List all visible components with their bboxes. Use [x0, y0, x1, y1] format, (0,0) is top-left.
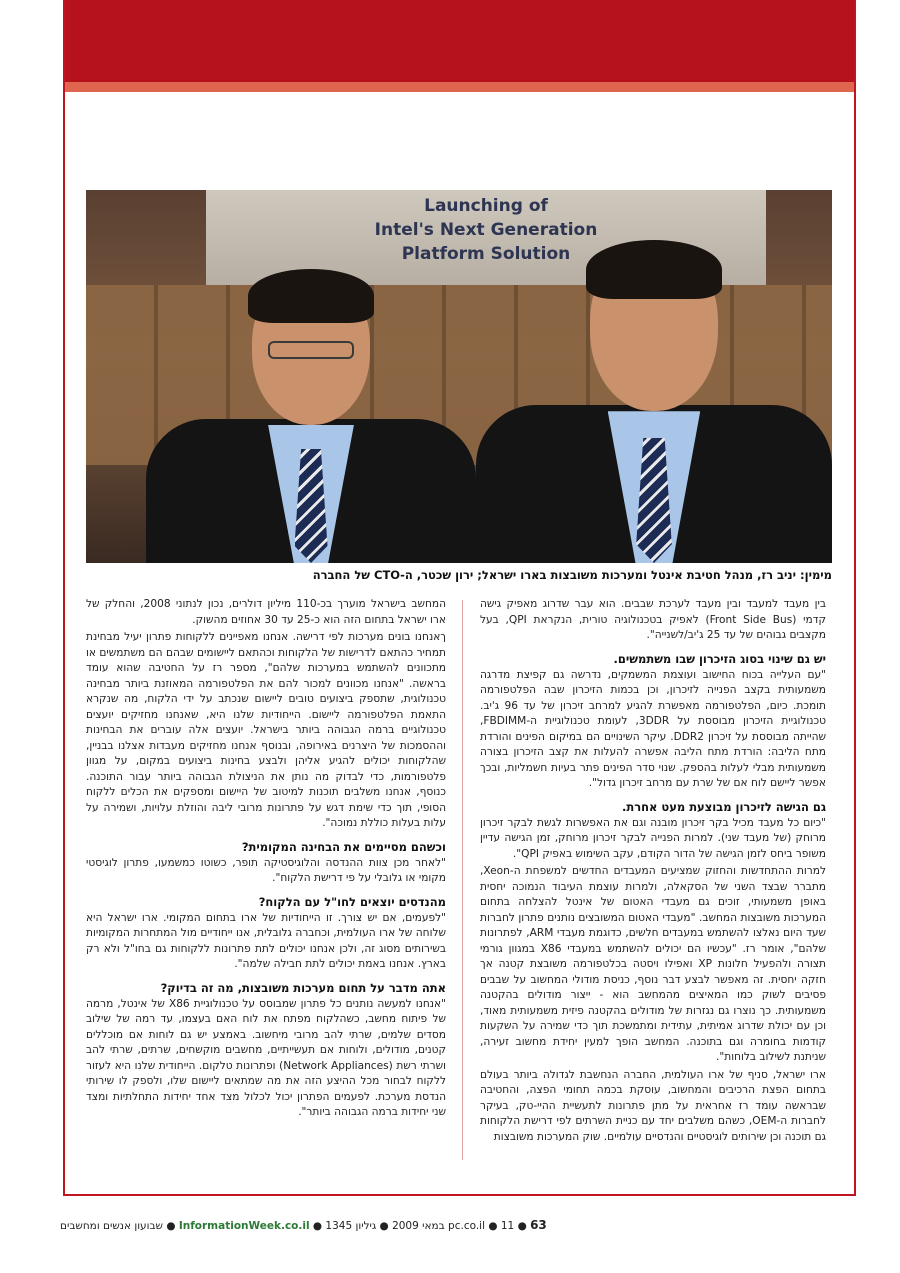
footer-brand: InformationWeek.co.il — [178, 1220, 310, 1232]
article-photo — [86, 190, 832, 563]
banner-line: Launching of — [424, 196, 548, 216]
article-column-right — [480, 597, 826, 1147]
article-paragraph: ךאנחנו בונים מערכות לפי דרישה. אנחנו מאפיינים ללקוחות פתרון יעיל מבחינת תמחיר כהתאם לדרישות של הלקוחות וכהתאם ליישומים שבהם הם משתמשים או מתכוונים להשתמש במערכות שלהם", מספר רז על החטיבה שהוא עומד בראשה. "אנחנו מכוונים למכור להם את הפלטפורמה המאוזנת ביותר מבחינה טכנולוגית, שתספק ביצועים טובים ליישום שנכתב על ידי הלקוח, מה שנקרא התאמת הפלטפורמה ליישום. הייחודיות שלנו היא, שאנחנו מחזיקים יועצים טכנולוגיים ברמה הגבוהה ביותר בישראל. יועצים אלה עוברים את הבחינות וההסמכות של היצרנים באירופה, ובנוסף אנחנו מחזיקים מעבדות אצלנו בבניין, שהלקוחות יכולים להגיע אליהן ולבצע בחינות ביצועים במקום, על מגוון פלטפורמות, כדי לבדוק מה נותן את הניצולת הגבוהה ביותר עבור התוכנה. כנוסף, אנחנו משלבים תוכנות למיטוב של היישום ומספקים את הכלים ללקוח הסופי, תוך כדי שימת דגש על פתרונות מרובי ליבה והוזלת עלויות, ושמירה על עלות בעלות כוללת נמוכה". — [86, 631, 446, 829]
section-heading: יש גם שינוי בסוג הזיכרון שבו משתמשים. — [613, 651, 826, 666]
article-paragraph: "לאחר מכן צוות ההנדסה והלוגיסטיקה תופר, כשוטו כמשמעו, פתרון לוגיסטי מקומי או גלובלי על פי דרישת הלקוח". — [86, 856, 446, 884]
article-paragraph: ארו ישראל, סניף של ארו העולמית, החברה הנחשבת לגדולה ביותר בעולם בתחום הפצת הרכיבים והמחשוב, עוסקת בכמה תחומי הפצה, והחטיבה שבראשה עומד רז אחראית על מתן פתרונות לתעשיית ההיי-טק, בעיקר לחברות ה-OEM, כשהם משלבים יחד עם כניית השרתים לפי דרישת הלקוחות גם תוכנה וכן שירותים לוגיסטיים והנדסיים עולמיים. שוק המערכות משובצות — [480, 1068, 826, 1143]
banner-line: Intel's Next Generation — [374, 220, 598, 240]
page-number: 63 — [530, 1218, 547, 1232]
article-paragraph: "לפעמים, אם יש צורך. זו הייחודיות של ארו בתחום המקומי. ארו ישראל היא שלוחה של ארו העולמית, וכחברה גלובלית, אנו ייחודיים מול המתחרות המקומיות בשירותים מסוג זה, ולכן אנחנו יכולים לתת פתרונות ללקוחות גם בחו"ל ולא רק בארץ. אנחנו באמת יכולים לתת חבילה שלמה". — [86, 911, 446, 970]
article-paragraph: "כיום כל מעבד מכיל בקר זיכרון מובנה וגם את האפשרות לגשת לבקר זיכרון מרוחק (של מעבד שני). למרות הפנייה לבקר זיכרון מרוחק, זמן הגישה עדיין משופר ביחס לזמן הגישה של הדור הקודם, עקב השימוש באפיק QPI". — [480, 816, 826, 860]
section-heading: מהנדסים יוצאים לחו"ל עם הלקוח? — [258, 894, 446, 909]
footer-publication: שבועון אנשים ומחשבים — [60, 1220, 163, 1232]
article-paragraph: למרות ההתחדשות והחזוק שמציעים המעבדים החדשים למשפחת ה-Xeon, מתברר שבצד השני של הסקאלה, ולמרות עוצמת העיבוד הנמוכה יחסית באופן משמעותי, זוכים גם מעבדי האטום של אינטל להצלחה בתחום המערכות משובצות המחשב. "מעבדי האטום המשובצים נותנים פתרון לחברות שעד היום נאלצו להשתמש במעבדים חלשים, כדוגמת מעבדי ARM, לפתרונות שלהם", אומר רז. "עכשיו הם יכולים להשתמש במעבדי X86 במגוון גורמי תצורה ולהפעיל חלונות XP ואפילו ויסטה בכלטפורמה משובצת קטנה אך חזקה יחסית. זה מאפשר לבצע דבר נוסף, כניסת מודולי המחשוב על שבבים פסיבים לשוק כמו המאיצים מהמחשב הוא - ייצור מודולים בהקטנה משמעותית. כך נוצרו גם נגזרות של מודולים בהקטנה פיזית משמעותית מאוד, וכן עם יכולת שדרוג אמיתית, עתידית ומתמשכת תוך כדי שמירה על השקעות קודמות בחומרה וגם בתוכנה. המחשב הופך למעין יחידת מחשוב זעירה, שניתנת לשילוב בלוחות". — [480, 865, 826, 1063]
article-paragraph: בין מעבד למעבד ובין מעבד לערכת שבבים. הוא עבר שדרוג מאפיק גישה קדמי (Front Side Bus) לאפיק בטכנולוגיה טורית, הנקראת QPI, בעל מקצבים גבוהים של עד 25 ג'יב/לשנייה". — [480, 598, 827, 641]
section-heading: גם הגישה לזיכרון מבוצעת מעט אחרת. — [621, 799, 826, 814]
person-left — [146, 263, 476, 563]
person-right — [476, 233, 832, 563]
banner-line: Platform Solution — [401, 244, 571, 264]
section-heading: אתה מדבר על תחום מערכות משובצות, מה זה בדיוק? — [160, 980, 446, 995]
article-paragraph: "אנחנו למעשה נותנים כל פתרון שמבוסס על טכנולוגיית X86 של אינטל, מרמה של פיתוח מחשב, כשהלקוח מפתח את לוח האם בעצמו, עד רמה של שילוב מסדים שלמים, שרתי להב מרובי מיחשוב. באמצע יש גם לוחות אם מוכללים קטנים, מודולים, ולוחות אם תעשייתיים, מחשבים מוקשחים, שרתים, שרתי להב ושרתי רשת (Network Appliances) ופתרונות טלקום. הייחודית שלנו היא לעזור ללקוח לבחור מכל ההיצע הזה את מה שמתאים ליישום שלו, ולספק לו שירותי הנדסת מערכת. לפעמים הפתרון יכול לכלול מצד אחד יחידות התחלתיות ומצד שני יחידות ברמה הגבוהה ביותר". — [86, 997, 447, 1118]
article-paragraph: המחשב בישראל מוערך בכ-110 מיליון דולרים, נכון לנתוני 2008, והחלק של ארו ישראל בתחום הזה הוא כ-25 עד 30 אחוזים מהשוק. — [86, 598, 446, 626]
article-paragraph: "עם העלייה בכוח החישוב ועוצמת המשמקים, נדרשה גם קפיצת מדרגה משמעותית בקצב הפנייה לזיכרון, וכן בכמות הזיכרון שבה הפלטפורמה תומכת. כיום, הפלטפורמה מאפשרת להגיע למרחב זיכרון של עד 96 ג'יב. טכנולוגיית הזיכרון מבוססת על 3DDR, לעומת טכנולוגיית ה-FBDIMM, שהייתה מבוססת על זיכרון DDR2. עיקר השינויים הם במיקום הפינים והורדת מתח הליבה: הורדת מתח הליבה אפשרה להעלות את קצב הזיכרון בצורה משמעותית מבלי לעלות בהספק. שנוי סדר הפינים פתר בעיות חשמליות, ובכך אפשר ליישם לוח אם של שרת עם מרחב זיכרון גדול". — [480, 668, 826, 789]
section-heading: וכשהם מסיימים את הבחינה המקומית? — [241, 839, 446, 854]
photo-caption: מימין: יניב רז, מנהל חטיבת אינטל ומערכות משובצות בארו ישראל; ירון שכטר, ה-CTO של החברה — [312, 568, 832, 582]
page-footer: 63 ● pc.co.il ● 11 במאי 2009 ● גיליון 1345 ● InformationWeek.co.il ● שבועון אנשים ומחשבים — [60, 1218, 547, 1232]
article-column-left — [86, 597, 446, 1123]
footer-issue: גיליון 1345 — [325, 1220, 377, 1232]
footer-site: pc.co.il — [448, 1220, 486, 1232]
column-divider — [462, 600, 463, 1160]
footer-date: 11 במאי 2009 — [392, 1220, 515, 1232]
